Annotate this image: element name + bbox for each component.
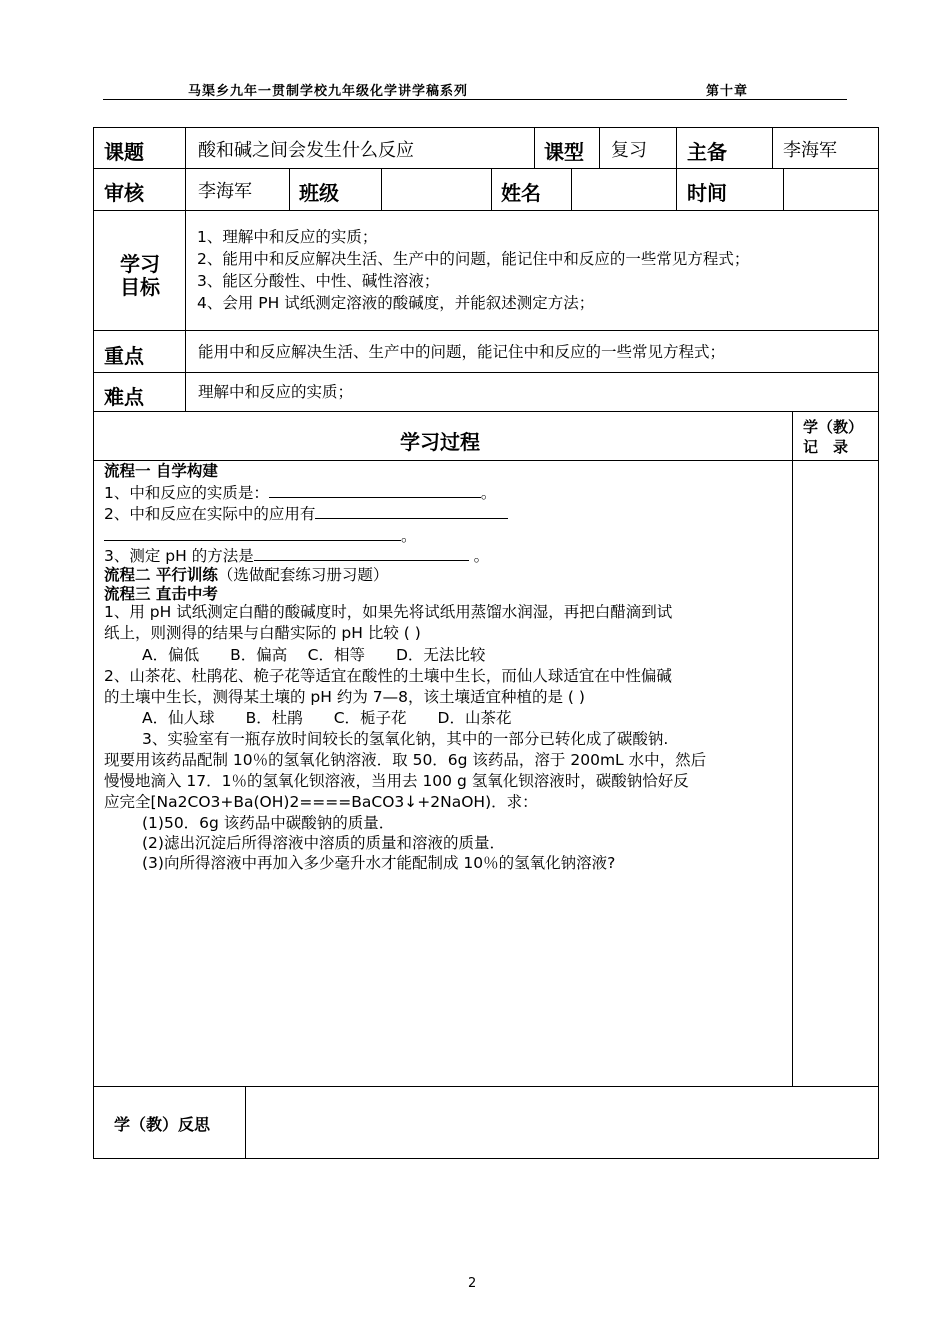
topic-label: 课题 [104, 140, 144, 164]
chapter-label: 第十章 [706, 84, 749, 99]
school-series-title: 马渠乡九年一贯制学校九年级化学讲学稿系列 [188, 84, 469, 99]
problem-3-line: 现要用该药品配制 10％的氢氧化钠溶液．取 50．6g 该药品，溶于 200mL 水中，然后 [104, 751, 707, 769]
reflection-label-cell [93, 1086, 246, 1159]
problem-1-options: A．偏低 B．偏高 C．相等 D．无法比较 [142, 646, 486, 664]
goals-label-cell [93, 210, 186, 331]
reflection-field[interactable] [245, 1086, 879, 1159]
reviewer-value: 李海军 [198, 181, 252, 202]
answer-blank[interactable] [104, 524, 401, 541]
problem-2-line: 2、山茶花、杜鹃花、桅子花等适宜在酸性的土壤中生长，而仙人球适宜在中性偏碱 [104, 667, 672, 685]
process-title: 学习过程 [400, 430, 480, 454]
answer-blank[interactable] [269, 481, 481, 498]
flow1-question-1: 1、中和反应的实质是： 。 [104, 481, 496, 504]
class-label-cell [289, 168, 382, 211]
lead-cell[interactable] [772, 127, 879, 169]
goal-item: 3、能区分酸性、中性、碱性溶液； [197, 272, 440, 290]
name-label-cell [491, 168, 572, 211]
type-label: 课型 [544, 140, 584, 164]
page-number: 2 [468, 1276, 477, 1291]
type-cell[interactable] [599, 127, 677, 169]
record-column[interactable] [792, 460, 879, 1087]
problem-1-line: 1、用 pH 试纸测定白醋的酸碱度时，如果先将试纸用蒸馏水润湿，再把白醋滴到试 [104, 603, 673, 621]
process-title-cell [93, 411, 793, 461]
lead-label: 主备 [687, 140, 727, 164]
key-content [185, 330, 879, 373]
lead-label-cell [676, 127, 773, 169]
topic-label-cell [93, 127, 186, 169]
flow1-question-2-cont: 。 [104, 524, 417, 547]
time-label: 时间 [687, 181, 727, 205]
running-header [0, 80, 950, 99]
goal-item: 4、会用 PH 试纸测定溶液的酸碱度，并能叙述测定方法； [197, 294, 595, 312]
problem-3-line: 应完全[Na2CO3+Ba(OH)2====BaCO3↓+2NaOH)．求： [104, 793, 538, 811]
problem-1-line: 纸上，则测得的结果与白醋实际的 pH 比较 ( ) [104, 624, 421, 642]
name-label: 姓名 [501, 181, 541, 205]
flow1-question-3: 3、测定 pH 的方法是 。 [104, 544, 489, 567]
key-label: 重点 [104, 344, 144, 368]
class-field[interactable] [381, 168, 492, 211]
process-content [93, 460, 793, 1087]
type-label-cell [534, 127, 600, 169]
record-header-cell [792, 411, 879, 461]
problem-3-sub: (1)50．6g 该药品中碳酸钠的质量． [142, 814, 395, 832]
key-text: 能用中和反应解决生活、生产中的问题，能记住中和反应的一些常见方程式； [198, 343, 726, 361]
answer-blank[interactable] [254, 544, 469, 561]
record-header-line2: 记 录 [803, 438, 849, 456]
topic-value: 酸和碱之间会发生什么反应 [198, 140, 414, 161]
goal-item: 1、理解中和反应的实质； [197, 228, 378, 246]
reflection-label: 学（教）反思 [114, 1115, 211, 1134]
time-label-cell [676, 168, 784, 211]
class-label: 班级 [299, 181, 339, 205]
problem-2-line: 的土壤中生长，测得某土壤的 pH 约为 7—8，该土壤适宜种植的是 ( ) [104, 688, 585, 706]
problem-3-line: 3、实验室有一瓶存放时间较长的氢氧化钠，其中的一部分已转化成了碳酸钠. [142, 730, 669, 748]
review-label-cell [93, 168, 186, 211]
type-value: 复习 [611, 140, 647, 161]
difficulty-content [185, 372, 879, 412]
goal-item: 2、能用中和反应解决生活、生产中的问题，能记住中和反应的一些常见方程式； [197, 250, 750, 268]
difficulty-label: 难点 [104, 385, 144, 409]
topic-cell[interactable] [185, 127, 535, 169]
key-label-cell [93, 330, 186, 373]
lead-value: 李海军 [783, 140, 837, 161]
review-label: 审核 [104, 181, 144, 205]
goals-content [185, 210, 879, 331]
problem-2-options: A．仙人球 B．杜鹃 C．栀子花 D．山茶花 [142, 709, 512, 727]
goals-label-line2: 目标 [120, 275, 160, 299]
header-rule [103, 99, 847, 100]
flow3-title: 流程三 直击中考 [104, 585, 218, 603]
record-header-line1: 学（教） [803, 418, 864, 436]
flow1-title: 流程一 自学构建 [104, 462, 218, 480]
flow1-question-2: 2、中和反应在实际中的应用有 [104, 502, 508, 525]
problem-3-line: 慢慢地滴入 17．1％的氢氧化钡溶液，当用去 100 g 氢氧化钡溶液时，碳酸钠恰好反 [104, 772, 689, 790]
difficulty-text: 理解中和反应的实质； [198, 383, 354, 401]
difficulty-label-cell [93, 372, 186, 412]
flow2-title: 流程二 平行训练（选做配套练习册习题） [104, 566, 389, 584]
problem-3-sub: (3)向所得溶液中再加入多少毫升水才能配制成 10％的氢氧化钠溶液? [142, 854, 616, 872]
goals-label-line1: 学习 [120, 252, 160, 276]
name-field[interactable] [571, 168, 677, 211]
problem-3-sub: (2)滤出沉淀后所得溶液中溶质的质量和溶液的质量． [142, 834, 505, 852]
reviewer-cell[interactable] [185, 168, 290, 211]
answer-blank[interactable] [315, 502, 508, 519]
time-field[interactable] [783, 168, 879, 211]
